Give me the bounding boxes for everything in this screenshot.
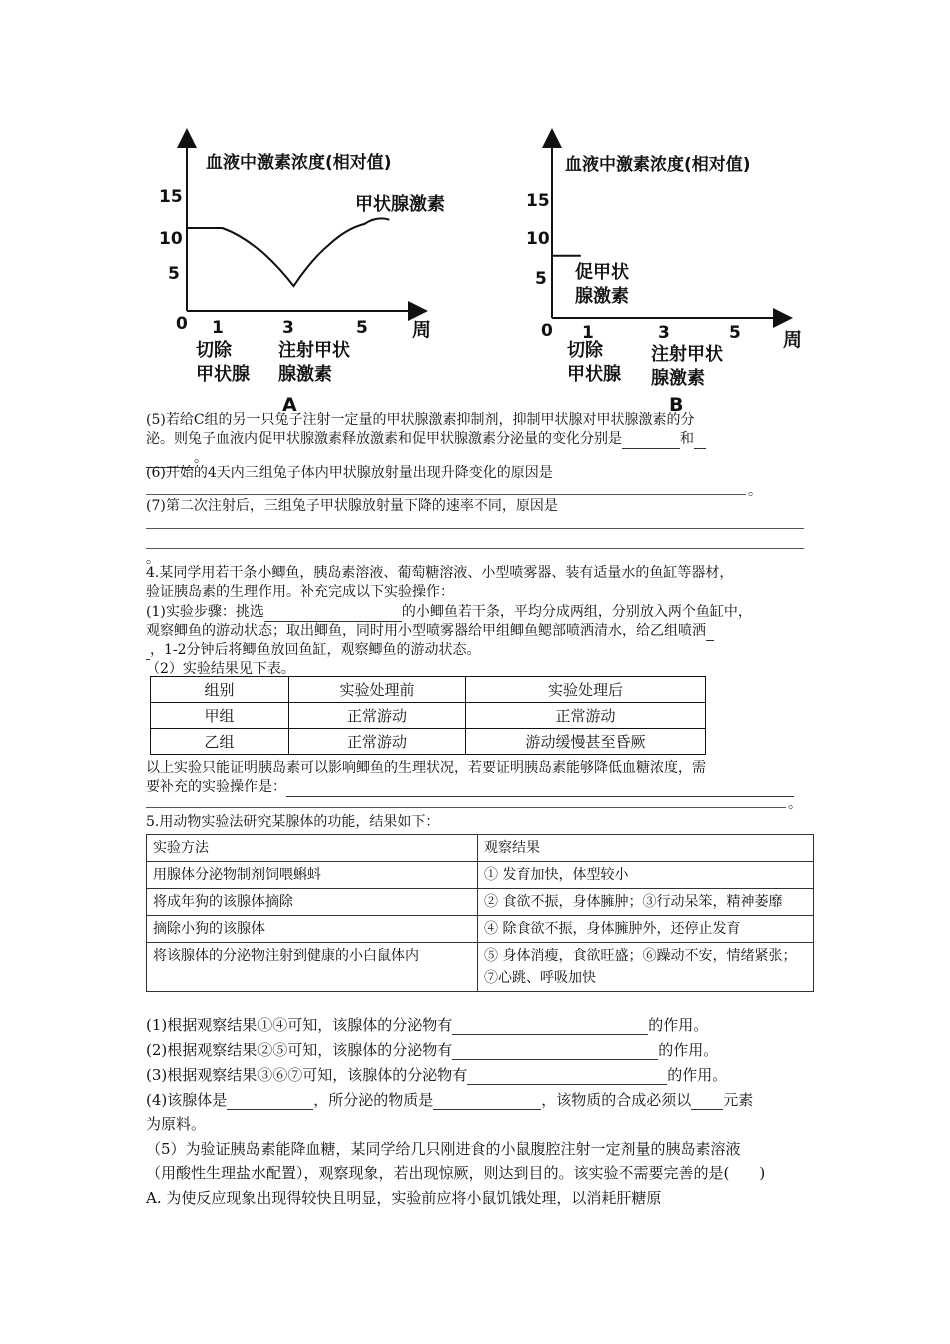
table-cell: ⑤ 身体消瘦，食欲旺盛；⑥躁动不安，情绪紧张；⑦心跳、呼吸加快 — [478, 943, 814, 992]
table-header-cell: 实验处理后 — [466, 677, 706, 703]
p5-s1 — [146, 1016, 810, 1035]
chart-a-svg — [150, 128, 450, 418]
q5-line2-text: 泌。则兔子血液内促甲状腺激素释放激素和促甲状腺激素分泌量的变化分别是 — [146, 431, 622, 447]
p5-s1-end: 的作用。 — [648, 1016, 709, 1034]
y-tick-5: 5 — [168, 264, 180, 284]
p5-s2 — [146, 1041, 810, 1060]
x-tick-1: 1 — [212, 318, 224, 338]
p5-s3 — [146, 1066, 810, 1085]
table-row — [147, 862, 814, 889]
x-tick-1: 1 — [582, 323, 594, 343]
p5-s4-text-a: (4)该腺体是 — [146, 1091, 228, 1109]
annotation-1-line1: 切除 — [196, 340, 232, 361]
q5-and: 和 — [680, 431, 694, 447]
q5-blank-1[interactable] — [622, 433, 680, 449]
p4-blank-2[interactable] — [706, 625, 714, 641]
p5-s3-text: (3)根据观察结果③⑥⑦可知，该腺体的分泌物有 — [146, 1066, 468, 1084]
q6-line: (6)开始的4天内三组兔子体内甲状腺放射量出现升降变化的原因是 — [146, 465, 553, 481]
table-cell: 正常游动 — [289, 729, 466, 755]
p4-after1: 以上实验只能证明胰岛素可以影响鲫鱼的生理状况，若要证明胰岛素能够降低血糖浓度，需 — [146, 760, 706, 776]
p5-s2-end: 的作用。 — [658, 1041, 719, 1059]
annotation-1-line1: 切除 — [567, 340, 603, 361]
p5-s3-end: 的作用。 — [667, 1066, 728, 1084]
q5-line2 — [146, 430, 810, 449]
annotation-1-line2: 甲状腺 — [196, 364, 250, 385]
p4-step-text-2: 的小鲫鱼若干条，平均分成两组，分别放入两个鱼缸中， — [401, 604, 752, 620]
table-cell: 将成年狗的该腺体摘除 — [147, 889, 478, 916]
origin-tick: 0 — [176, 314, 188, 334]
q7-line: (7)第二次注射后，三组兔子甲状腺放射量下降的速率不同，原因是 — [146, 498, 558, 514]
figure-b — [515, 128, 815, 418]
p4-step-text: (1)实验步骤：挑选 — [146, 604, 264, 620]
y-axis-label: 血液中激素浓度(相对值) — [206, 153, 392, 173]
p5-s5-line1: （5）为验证胰岛素能降血糖，某同学给几只刚进食的小鼠腹腔注射一定剂量的胰岛素溶液 — [146, 1140, 741, 1158]
p4-result-table — [150, 676, 706, 755]
chart-b-svg — [515, 128, 815, 418]
p5-s4-text-b: ，所分泌的物质是 — [313, 1091, 434, 1109]
table-header-cell: 组别 — [151, 677, 289, 703]
annotation-2-line2: 腺激素 — [651, 368, 705, 389]
p4-line5-text: ，1-2分钟后将鲫鱼放回鱼缸，观察鲫鱼的游动状态。 — [150, 642, 481, 658]
p5-s4-text-d: 元素 — [723, 1091, 754, 1109]
table-header-row — [151, 677, 706, 703]
table-cell: 游动缓慢甚至昏厥 — [466, 729, 706, 755]
p4-blank-1[interactable] — [264, 606, 402, 622]
x-axis-unit: 周 — [783, 329, 803, 351]
table-header-cell: 实验处理前 — [289, 677, 466, 703]
p4-line1: 4.某同学用若干条小鲫鱼，胰岛素溶液、葡萄糖溶液、小型喷雾器、装有适量水的鱼缸等器材， — [146, 565, 734, 581]
p5-s1-text: (1)根据观察结果①④可知，该腺体的分泌物有 — [146, 1016, 453, 1034]
x-axis-unit: 周 — [412, 319, 432, 341]
q6-answer-line[interactable] — [146, 494, 746, 495]
p4-line6: （2）实验结果见下表。 — [146, 661, 295, 677]
p4-after2-text: 要补充的实验操作是： — [146, 779, 286, 795]
p4-answer-line[interactable] — [146, 807, 786, 808]
table-row — [147, 916, 814, 943]
table-cell: 乙组 — [151, 729, 289, 755]
table-row — [151, 703, 706, 729]
p5-result-table — [146, 834, 814, 992]
p4-line2: 验证胰岛素的生理作用。补充完成以下实验操作： — [146, 584, 454, 600]
q5-blank-2[interactable] — [694, 433, 706, 449]
table-cell: ② 食欲不振，身体臃肿；③行动呆笨，精神萎靡 — [478, 889, 814, 916]
q5-end: 。 — [194, 450, 208, 466]
p4-line4-text: 观察鲫鱼的游动状态；取出鲫鱼，同时用小型喷雾器给甲组鲫鱼鳃部喷洒清水，给乙组喷洒 — [146, 623, 706, 639]
table-cell: 正常游动 — [466, 703, 706, 729]
x-tick-3: 3 — [282, 318, 294, 338]
table-cell: ① 发育加快，体型较小 — [478, 862, 814, 889]
p5-blank-4[interactable] — [227, 1094, 313, 1110]
origin-tick: 0 — [541, 321, 553, 341]
y-tick-5: 5 — [535, 269, 547, 289]
p4-line3 — [146, 603, 810, 622]
table-row — [151, 729, 706, 755]
p5-s4-line2: 为原料。 — [146, 1115, 207, 1133]
table-header-row — [147, 835, 814, 862]
table-cell: 用腺体分泌物制剂饲喂蝌蚪 — [147, 862, 478, 889]
table-row — [147, 943, 814, 992]
x-tick-5: 5 — [356, 318, 368, 338]
p5-blank-2[interactable] — [452, 1044, 658, 1060]
p4-blank-3[interactable] — [286, 781, 794, 797]
y-tick-10: 10 — [159, 229, 183, 249]
annotation-1-line2: 甲状腺 — [567, 364, 621, 385]
x-tick-5: 5 — [729, 323, 741, 343]
p5-blank-5[interactable] — [433, 1094, 541, 1110]
thyroid-hormone-curve — [187, 218, 389, 286]
q7-answer-line-2[interactable] — [146, 548, 804, 549]
q7-answer-line-1[interactable] — [146, 528, 804, 529]
curve-label: 甲状腺激素 — [355, 194, 445, 215]
table-header-cell: 观察结果 — [478, 835, 814, 862]
y-tick-10: 10 — [526, 229, 550, 249]
p5-blank-6[interactable] — [691, 1094, 723, 1110]
p5-blank-1[interactable] — [452, 1019, 648, 1035]
curve-label-line2: 腺激素 — [575, 286, 629, 307]
annotation-2-line1: 注射甲状 — [651, 344, 723, 365]
p5-blank-3[interactable] — [467, 1069, 667, 1085]
figure-a-caption: A — [282, 394, 297, 416]
p5-s2-text: (2)根据观察结果②⑤可知，该腺体的分泌物有 — [146, 1041, 453, 1059]
table-row — [147, 889, 814, 916]
p4-end: 。 — [788, 796, 802, 812]
q5-line1: (5)若给C组的另一只兔子注射一定量的甲状腺激素抑制剂，抑制甲状腺对甲状腺激素的分 — [146, 412, 695, 428]
p5-title: 5.用动物实验法研究某腺体的功能，结果如下： — [146, 814, 440, 830]
curve-label-line1: 促甲状 — [575, 262, 629, 283]
x-tick-3: 3 — [658, 323, 670, 343]
q6-end: 。 — [748, 483, 762, 499]
figure-a — [150, 128, 450, 418]
figure-b-caption: B — [669, 394, 684, 416]
annotation-2-line2: 腺激素 — [278, 364, 332, 385]
p5-s4-text-c: ，该物质的合成必须以 — [541, 1091, 692, 1109]
q7-end: 。 — [146, 551, 160, 567]
y-tick-15: 15 — [159, 187, 183, 207]
table-cell: 甲组 — [151, 703, 289, 729]
p5-s4 — [146, 1091, 810, 1110]
table-cell: ④ 除食欲不振，身体臃肿外，还停止发育 — [478, 916, 814, 943]
table-header-cell: 实验方法 — [147, 835, 478, 862]
p5-s5-line2: （用酸性生理盐水配置），观察现象，若出现惊厥，则达到目的。该实验不需要完善的是( ) — [146, 1164, 766, 1182]
table-cell: 将该腺体的分泌物注射到健康的小白鼠体内 — [147, 943, 478, 992]
p4-line5 — [146, 641, 810, 660]
annotation-2-line1: 注射甲状 — [278, 340, 350, 361]
p4-line4 — [146, 622, 810, 641]
y-axis-label: 血液中激素浓度(相对值) — [565, 155, 751, 175]
p5-s5-line3: A. 为使反应现象出现得较快且明显，实验前应将小鼠饥饿处理，以消耗肝糖原 — [146, 1189, 662, 1207]
table-cell: 正常游动 — [289, 703, 466, 729]
y-tick-15: 15 — [526, 191, 550, 211]
table-cell: 摘除小狗的该腺体 — [147, 916, 478, 943]
p4-after2 — [146, 778, 810, 797]
